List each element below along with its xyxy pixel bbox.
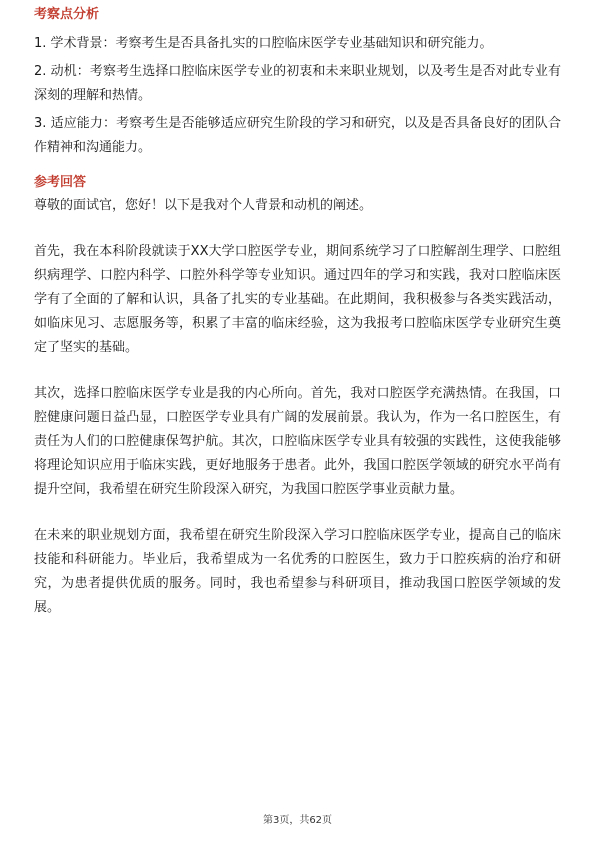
analysis-item-3: 3. 适应能力：考察考生是否能够适应研究生阶段的学习和研究，以及是否具备良好的团队合作精神和沟通能力。 xyxy=(34,116,561,155)
answer-section xyxy=(34,172,561,620)
answer-paragraph-career: 在未来的职业规划方面，我希望在研究生阶段深入学习口腔临床医学专业，提高自己的临床技能和科研能力。毕业后，我希望成为一名优秀的口腔医生，致力于口腔疾病的治疗和研究，为患者提供优质的服务。同时，我也希望参与科研项目，推动我国口腔医学领域的发展。 xyxy=(34,528,561,615)
analysis-item-2: 2. 动机：考察考生选择口腔临床医学专业的初衷和未来职业规划，以及考生是否对此专业有深刻的理解和热情。 xyxy=(34,64,561,103)
analysis-item-1: 1. 学术背景：考察考生是否具备扎实的口腔临床医学专业基础知识和研究能力。 xyxy=(34,36,493,51)
answer-title: 参考回答 xyxy=(34,175,87,190)
answer-paragraph-background: 首先，我在本科阶段就读于XX大学口腔医学专业，期间系统学习了口腔解剖生理学、口腔组织病理学、口腔内科学、口腔外科学等专业知识。通过四年的学习和实践，我对口腔临床医学有了全面的了解和认识，具备了扎实的专业基础。在此期间，我积极参与各类实践活动，如临床见习、志愿服务等，积累了丰富的临床经验，这为我报考口腔临床医学专业研究生奠定了坚实的基础。 xyxy=(34,244,561,355)
analysis-section xyxy=(34,4,561,160)
answer-paragraph-greeting: 尊敬的面试官，您好！以下是我对个人背景和动机的阐述。 xyxy=(34,198,373,213)
answer-paragraph-motivation: 其次，选择口腔临床医学专业是我的内心所向。首先，我对口腔医学充满热情。在我国，口腔健康问题日益凸显，口腔医学专业具有广阔的发展前景。我认为，作为一名口腔医生，有责任为人们的口腔健康保驾护航。其次，口腔临床医学专业具有较强的实践性，这使我能够将理论知识应用于临床实践，更好地服务于患者。此外，我国口腔医学领域的研究水平尚有提升空间，我希望在研究生阶段深入研究，为我国口腔医学事业贡献力量。 xyxy=(34,386,561,497)
analysis-title: 考察点分析 xyxy=(34,7,100,22)
page-footer: 第3页，共62页 xyxy=(262,815,333,826)
